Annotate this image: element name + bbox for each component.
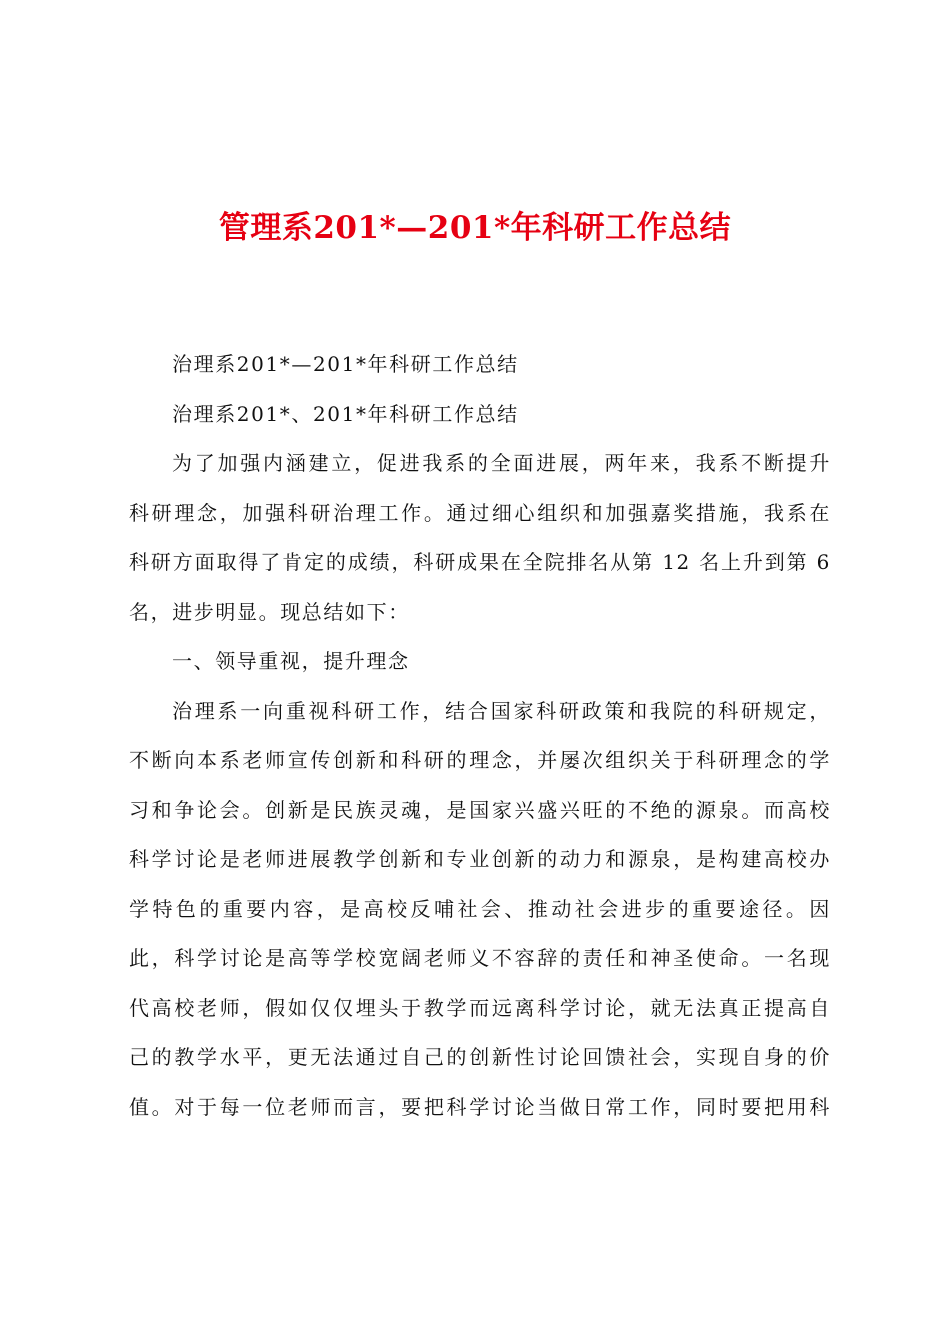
paragraph-line: 值。对于每一位老师而言，要把科学讨论当做日常工作，同时要把用科 xyxy=(129,1094,831,1119)
paragraph-line: 学特色的重要内容，是高校反哺社会、推动社会进步的重要途径。因 xyxy=(129,896,831,921)
paragraph-section1 xyxy=(129,691,831,1127)
paragraph-line: 治理系一向重视科研工作，结合国家科研政策和我院的科研规定， xyxy=(172,698,831,723)
paragraph-line: 习和争论会。创新是民族灵魂，是国家兴盛兴旺的不绝的源泉。而高校 xyxy=(129,797,831,822)
paragraph-line: 代高校老师，假如仅仅埋头于教学而远离科学讨论，就无法真正提高自 xyxy=(129,995,831,1020)
paragraph-line: 名，进步明显。现总结如下： xyxy=(129,599,410,624)
paragraph-line: 此，科学讨论是高等学校宽阔老师义不容辞的责任和神圣使命。一名现 xyxy=(129,946,831,970)
section-heading: 一、领导重视，提升理念 xyxy=(172,649,410,673)
paragraph-line: 科学讨论是老师进展教学创新和专业创新的动力和源泉，是构建高校办 xyxy=(129,847,831,871)
subheading-line: 治理系201*、201*年科研工作总结 xyxy=(172,401,519,426)
paragraph-line: 己的教学水平，更无法通过自己的创新性讨论回馈社会，实现自身的价 xyxy=(129,1045,831,1069)
paragraph-line: 为了加强内涵建立，促进我系的全面进展，两年来，我系不断提升 xyxy=(172,451,831,475)
paragraph-line: 科研理念，加强科研治理工作。通过细心组织和加强嘉奖措施，我系在 xyxy=(129,500,831,525)
subheading-line: 治理系201*—201*年科研工作总结 xyxy=(172,352,519,376)
paragraph-intro xyxy=(129,443,831,632)
paragraph-line: 科研方面取得了肯定的成绩，科研成果在全院排名从第 12 名上升到第 6 xyxy=(129,550,831,574)
document-body xyxy=(129,344,831,1127)
paragraph-line: 不断向本系老师宣传创新和科研的理念，并屡次组织关于科研理念的学 xyxy=(129,748,831,772)
document-title: 管理系201*—201*年科研工作总结 xyxy=(218,210,732,246)
